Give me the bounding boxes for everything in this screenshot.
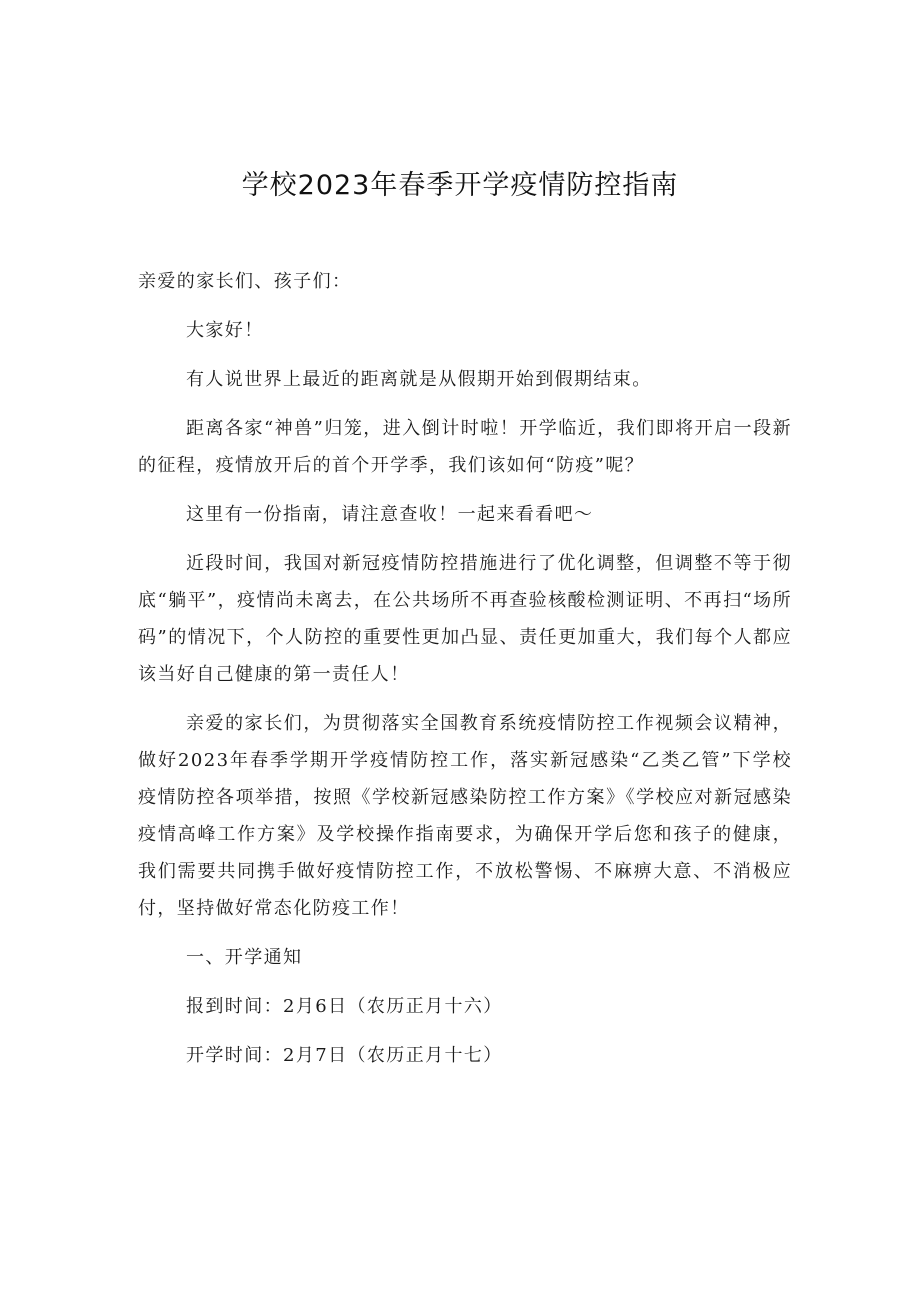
paragraph-countdown: 距离各家“神兽”归笼，进入倒计时啦！开学临近，我们即将开启一段新的征程，疫情放开后的首个开学季，我们该如何“防疫”呢？: [138, 418, 792, 476]
paragraph-greeting: 大家好！: [186, 320, 264, 341]
document-title: 学校2023年春季开学疫情防控指南: [241, 170, 679, 201]
paragraph-intro: 有人说世界上最近的距离就是从假期开始到假期结束。: [186, 369, 652, 390]
document-body: [138, 263, 792, 1086]
salutation: 亲爱的家长们、孩子们：: [138, 271, 352, 292]
paragraph-parents: 亲爱的家长们，为贯彻落实全国教育系统疫情防控工作视频会议精神，做好2023年春季学期开学疫情防控工作，落实新冠感染“乙类乙管”下学校疫情防控各项举措，按照《学校新冠感染防控工作方案》《学校应对新冠感染疫情高峰工作方案》及学校操作指南要求，为确保开学后您和孩子的健康，我们需要共同携手做好疫情防控工作，不放松警惕、不麻痹大意、不消极应付，坚持做好常态化防疫工作！: [138, 713, 792, 919]
paragraph-policy: 近段时间，我国对新冠疫情防控措施进行了优化调整，但调整不等于彻底“躺平”，疫情尚未离去，在公共场所不再查验核酸检测证明、不再扫“场所码”的情况下，个人防控的重要性更加凸显、责任更加重大，我们每个人都应该当好自己健康的第一责任人！: [138, 553, 792, 685]
notice-registration-time: 报到时间：2月6日（农历正月十六）: [186, 996, 503, 1017]
notice-school-start-time: 开学时间：2月7日（农历正月十七）: [186, 1045, 503, 1066]
section-heading: 一、开学通知: [186, 947, 303, 968]
paragraph-guide: 这里有一份指南，请注意查收！一起来看看吧～: [186, 504, 594, 525]
